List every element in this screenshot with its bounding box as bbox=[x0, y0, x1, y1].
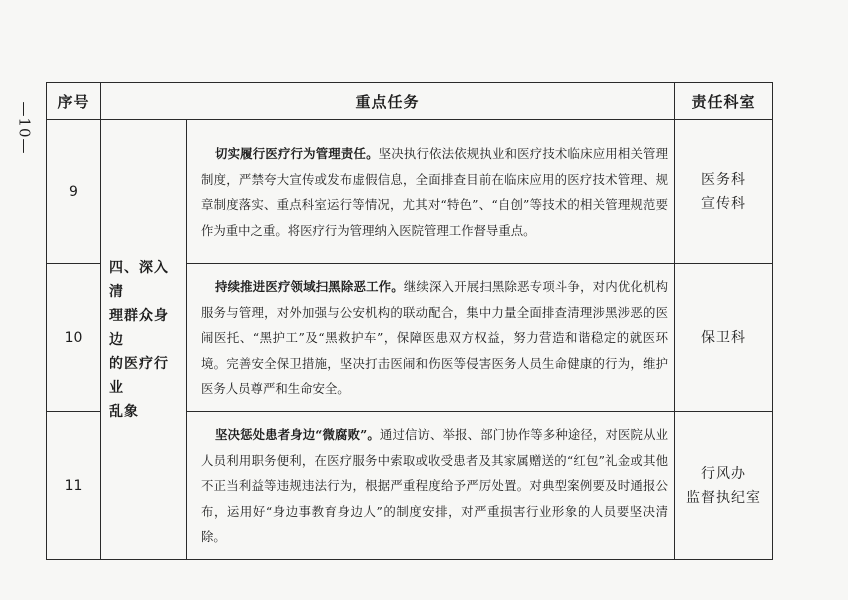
category-cell bbox=[101, 120, 187, 560]
task-cell bbox=[187, 120, 675, 264]
task-lead: 持续推进医疗领域扫黑除恶工作。 bbox=[215, 279, 404, 295]
row-seq: 9 bbox=[47, 120, 101, 264]
row-seq: 11 bbox=[47, 412, 101, 560]
task-lead: 切实履行医疗行为管理责任。 bbox=[215, 146, 379, 161]
category-line: 理群众身边 bbox=[109, 307, 169, 348]
dept-cell bbox=[675, 120, 773, 264]
task-cell bbox=[187, 412, 675, 560]
page-number-text: —10— bbox=[16, 101, 34, 155]
category-line: 的医疗行业 bbox=[109, 355, 169, 396]
dept-name: 宣传科 bbox=[701, 195, 747, 212]
dept-name: 行风办 bbox=[701, 465, 747, 482]
task-cell bbox=[187, 264, 675, 412]
dept-name: 医务科 bbox=[701, 171, 747, 188]
header-task: 重点任务 bbox=[101, 83, 675, 120]
dept-name: 监督执纪室 bbox=[686, 489, 762, 506]
table-header-row bbox=[47, 83, 773, 120]
table-row bbox=[47, 120, 773, 264]
category-line: 四、深入清 bbox=[109, 259, 169, 300]
dept-cell bbox=[675, 264, 773, 412]
dept-cell bbox=[675, 412, 773, 560]
page-number bbox=[12, 78, 38, 178]
task-lead: 坚决惩处患者身边“微腐败”。 bbox=[215, 427, 380, 443]
dept-name: 保卫科 bbox=[701, 329, 747, 346]
category-line: 乱象 bbox=[109, 403, 139, 420]
task-body: 继续深入开展扫黑除恶专项斗争，对内优化机构服务与管理，对外加强与公安机构的联动配合，集中力量全面排查清理涉黑涉恶的医闹医托、“黑护工”及“黑救护车”，保障医患双方权益，努力营造和谐稳定的就医环境。完善安全保卫措施，坚决打击医闹和伤医等侵害医务人员生命健康的行为，维护医务人员尊严和生命安全。 bbox=[201, 279, 669, 397]
task-body: 通过信访、举报、部门协作等多种途径，对医院从业人员利用职务便利，在医疗服务中索取或收受患者及其家属赠送的“红包”礼金或其他不正当利益等违规违法行为，根据严重程度给予严厉处置。对典型案例要及时通报公布，运用好“身边事教育身边人”的制度安排，对严重损害行业形象的人员要坚决清除。 bbox=[201, 427, 669, 545]
row-seq: 10 bbox=[47, 264, 101, 412]
header-dept: 责任科室 bbox=[675, 83, 773, 120]
header-seq: 序号 bbox=[47, 83, 101, 120]
task-body: 坚决执行依法依规执业和医疗技术临床应用相关管理制度，严禁夸大宣传或发布虚假信息，全面排查目前在临床应用的医疗技术管理、规章制度落实、重点科室运行等情况，尤其对“特色”、“自创”等技术的相关管理规范要作为重中之重。将医疗行为管理纳入医院管理工作督导重点。 bbox=[201, 146, 669, 238]
task-table bbox=[46, 82, 773, 560]
